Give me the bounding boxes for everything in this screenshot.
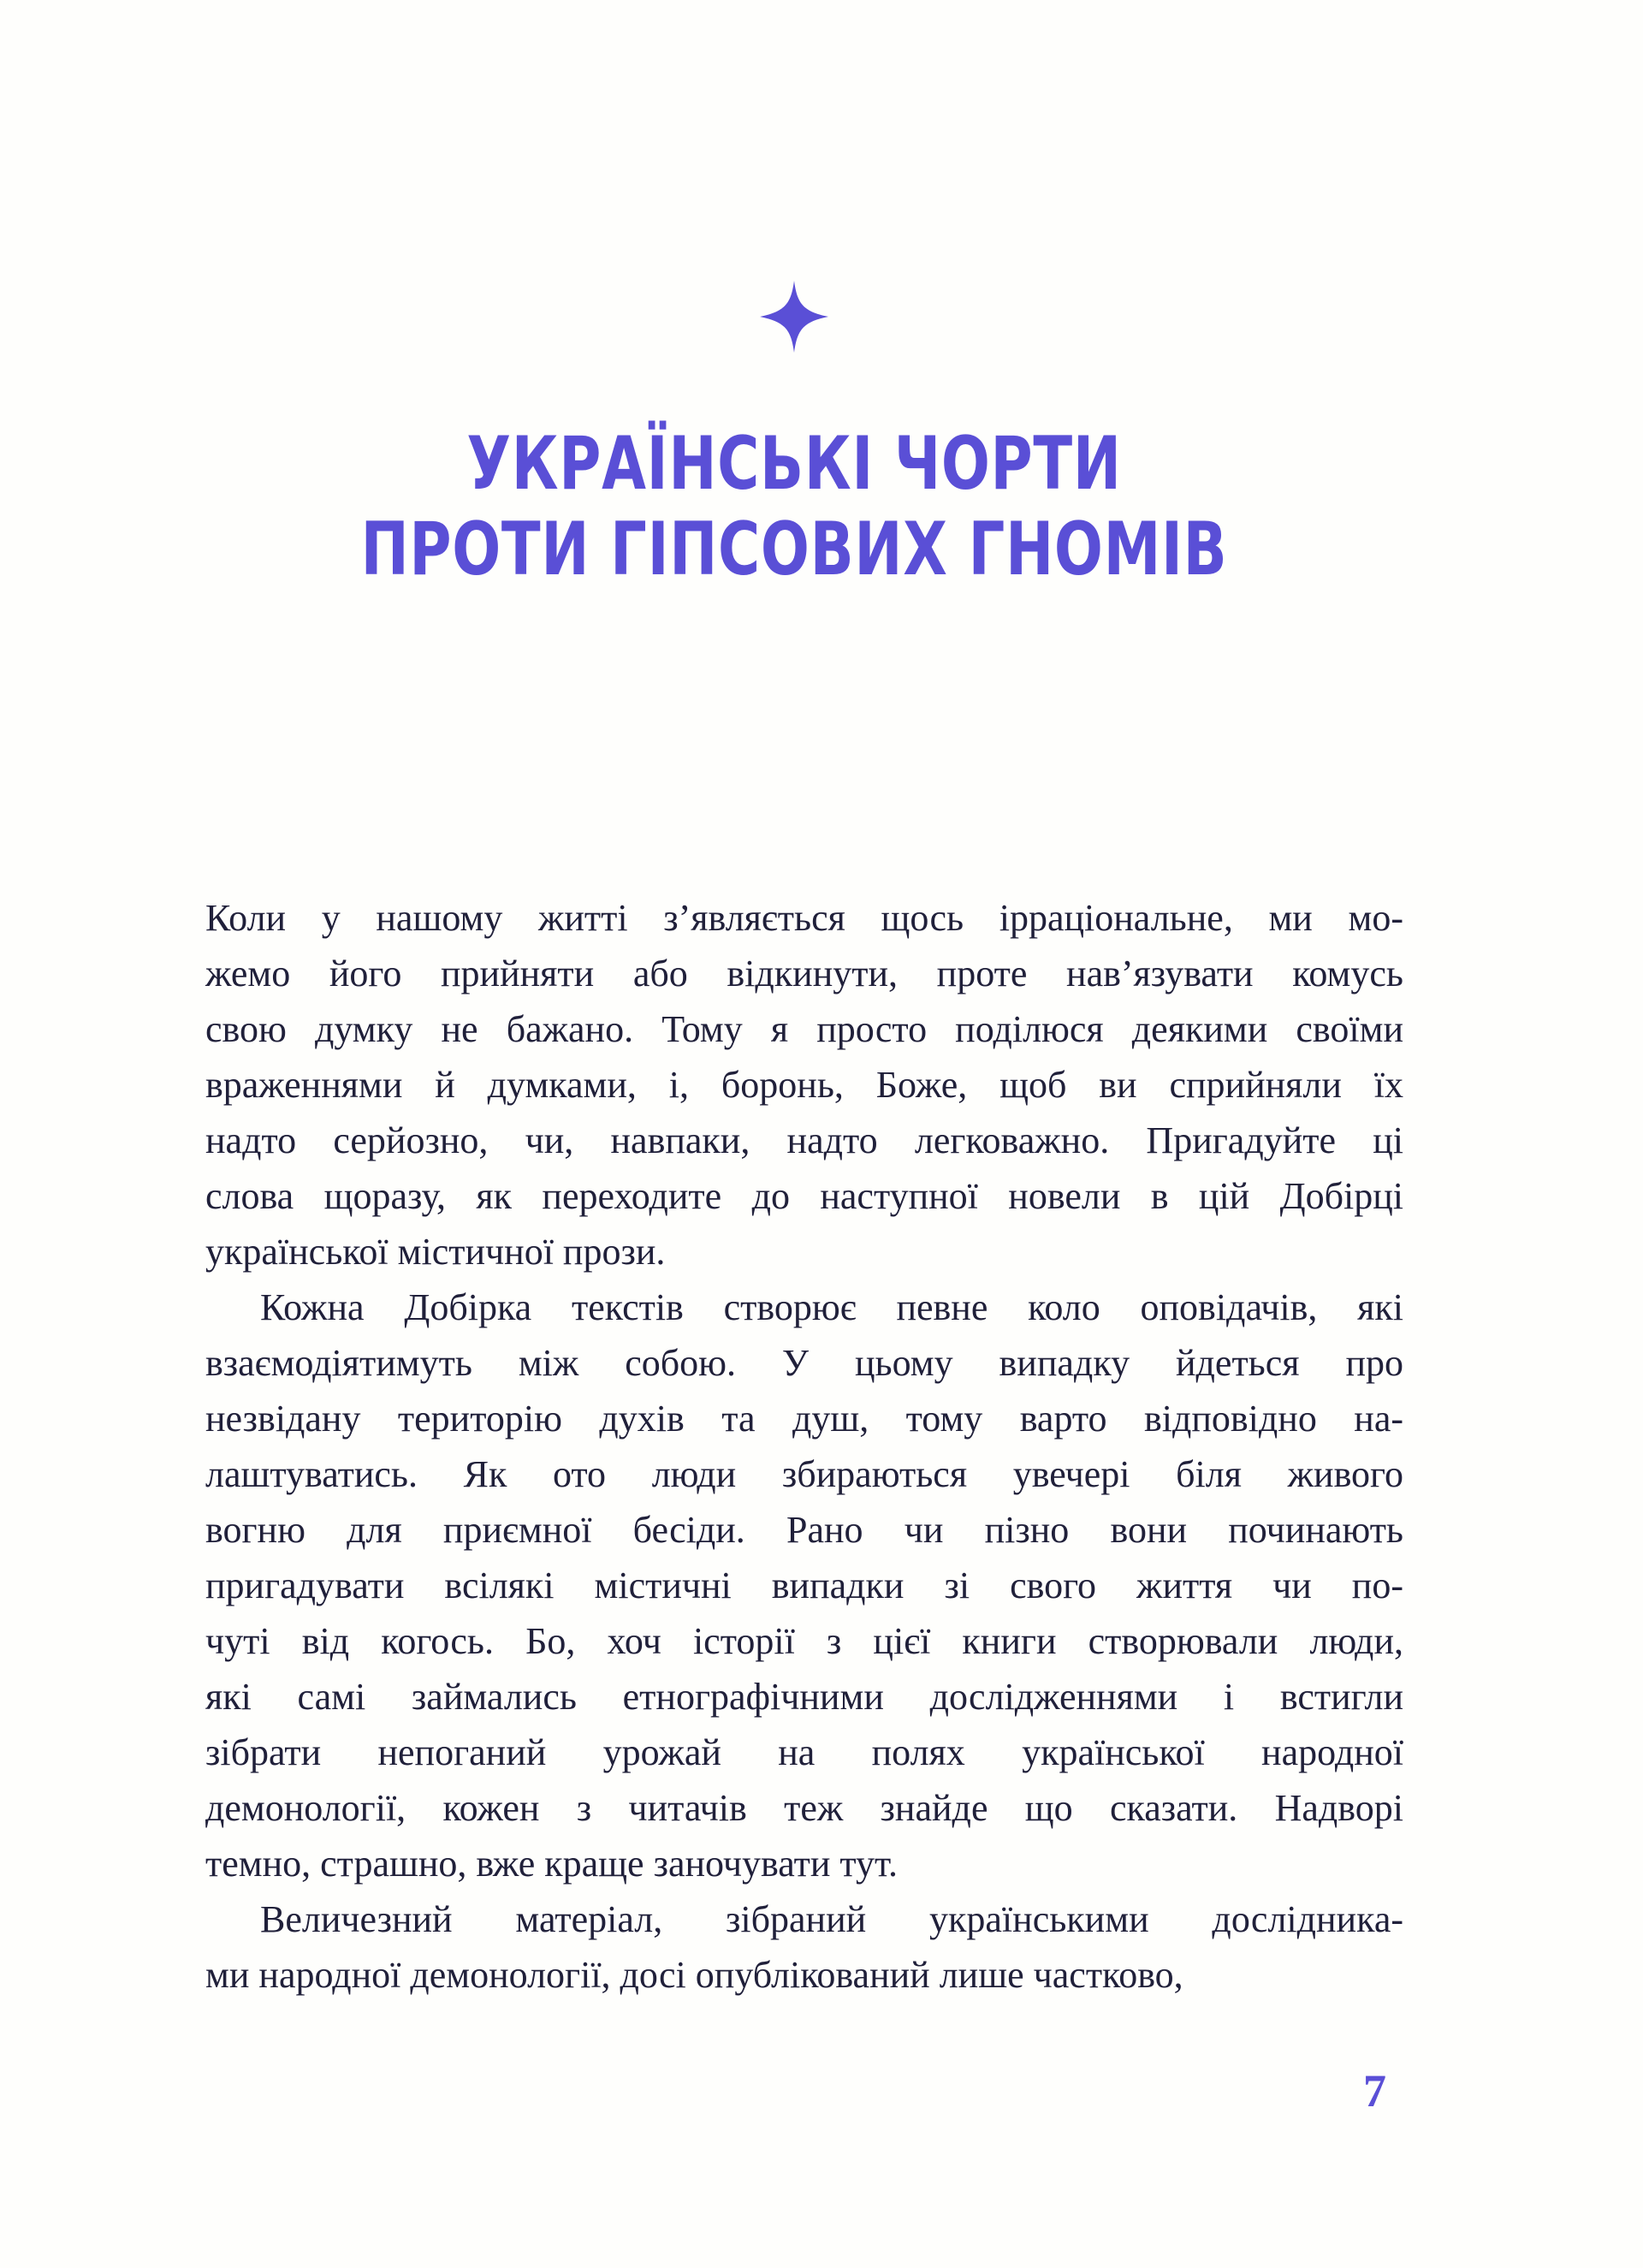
body-line: лаштуватись. Як ото люди збираються увечері біля живого <box>205 1453 1403 1495</box>
body-line: які самі займались етнографічними дослідженнями і встигли <box>205 1676 1403 1718</box>
sparkle-star-icon <box>760 281 828 353</box>
body-line: зібрати непоганий урожай на полях української народної <box>205 1731 1403 1773</box>
body-line: незвідану територію духів та душ, тому варто відповідно на- <box>205 1398 1403 1440</box>
chapter-title-line-2: ПРОТИ ГІПСОВИХ ГНОМІВ <box>360 507 1228 592</box>
body-line: української містичної прози. <box>205 1231 666 1273</box>
body-line: взаємодіятимуть між собою. У цьому випадку йдеться про <box>205 1342 1403 1384</box>
body-line: демонології, кожен з читачів теж знайде що сказати. Надворі <box>205 1787 1403 1829</box>
body-line: жемо його прийняти або відкинути, проте нав’язувати комусь <box>205 953 1403 994</box>
chapter-title-line-1: УКРАЇНСЬКІ ЧОРТИ <box>466 421 1122 507</box>
page-number: 7 <box>1363 2065 1386 2117</box>
body-line: вогню для приємної бесіди. Рано чи пізно вони починають <box>205 1509 1403 1551</box>
body-line: чуті від когось. Бо, хоч історії з цієї книги створювали люди, <box>205 1620 1403 1662</box>
body-line: Коли у нашому житті з’являється щось ірраціональне, ми мо- <box>205 897 1403 939</box>
body-line: темно, страшно, вже краще заночувати тут. <box>205 1843 898 1885</box>
body-line: надто серйозно, чи, навпаки, надто легковажно. Пригадуйте ці <box>205 1119 1403 1161</box>
chapter-title <box>0 421 1588 592</box>
body-line: слова щоразу, як переходите до наступної новели в цій Добірці <box>205 1175 1403 1217</box>
body-line: пригадувати всілякі містичні випадки зі свого життя чи по- <box>205 1564 1403 1606</box>
body-line: Кожна Добірка текстів створює певне коло оповідачів, які <box>260 1286 1403 1328</box>
body-line: ми народної демонології, досі опублікований лише частково, <box>205 1954 1183 1996</box>
body-text <box>205 890 1403 2003</box>
body-line: свою думку не бажано. Тому я просто поділюся деякими своїми <box>205 1008 1403 1050</box>
body-line: враженнями й думками, і, боронь, Боже, щоб ви сприйняли їх <box>205 1064 1403 1106</box>
body-line: Величезний матеріал, зібраний українськими дослідника- <box>260 1898 1403 1940</box>
